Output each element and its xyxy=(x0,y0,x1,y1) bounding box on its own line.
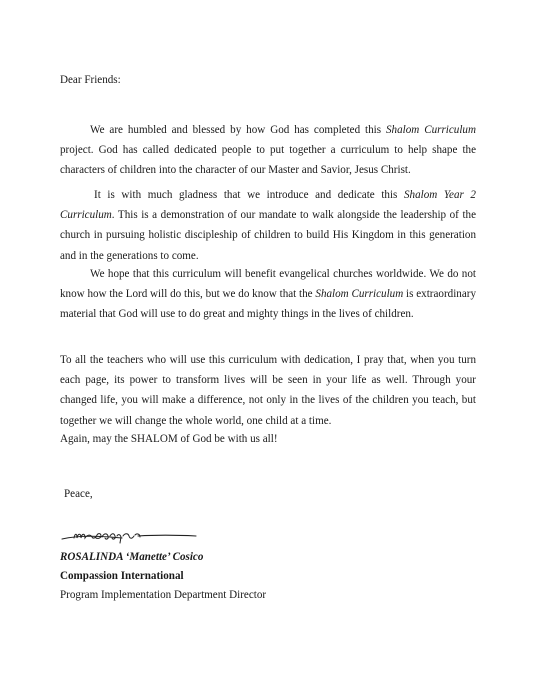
paragraph-4: To all the teachers who will use this curriculum with dedication, I pray that, when you turn each page, its power to transform lives will be seen in your life as well. Through your changed life, you will make a difference, not only in the lives of the children you teach, but together we will change the whole world, one child at a time. xyxy=(60,354,476,427)
signer-organization: Compassion International xyxy=(60,570,184,582)
paragraph-1-title: Shalom Curriculum xyxy=(386,124,476,136)
signer-title: Program Implementation Department Director xyxy=(60,589,267,601)
paragraph-3-text-c: is extraordinary material that God will use to do great and mighty things in the lives of children. xyxy=(60,288,476,321)
paragraph-2 xyxy=(60,185,476,266)
paragraph-2-text-a: It is with much gladness that we introduce and dedicate this xyxy=(94,189,404,201)
paragraph-3-title: Shalom Curriculum xyxy=(315,288,404,301)
paragraph-2-title: Shalom Year 2 Curriculum xyxy=(60,189,476,222)
paragraph-5: Again, may the SHALOM of God be with us all! xyxy=(60,433,278,445)
letter-closing: Peace, xyxy=(64,488,93,500)
paragraph-3 xyxy=(60,264,476,325)
paragraph-2-text-c: . This is a demonstration of our mandate to walk alongside the leadership of the church in pursuing holistic discipleship of children to build His Kingdom in this generation and in the generations to come. xyxy=(60,209,476,262)
signature-block xyxy=(60,548,460,605)
letter-greeting: Dear Friends: xyxy=(60,74,121,86)
paragraph-1 xyxy=(60,120,476,181)
signer-name: ROSALINDA ‘Manette’ Cosico xyxy=(60,551,204,563)
handwritten-signature xyxy=(60,524,200,550)
paragraph-3-text-a: We hope that this curriculum will benefit evangelical churches worldwide. We do not know how the Lord will do this, but we do know that the xyxy=(60,268,476,301)
paragraph-1-text-a: We are humbled and blessed by how God has completed this xyxy=(90,124,386,136)
paragraph-1-text-c: project. God has called dedicated people to put together a curriculum to help shape the characters of children into the character of our Master and Savior, Jesus Christ. xyxy=(60,144,476,177)
